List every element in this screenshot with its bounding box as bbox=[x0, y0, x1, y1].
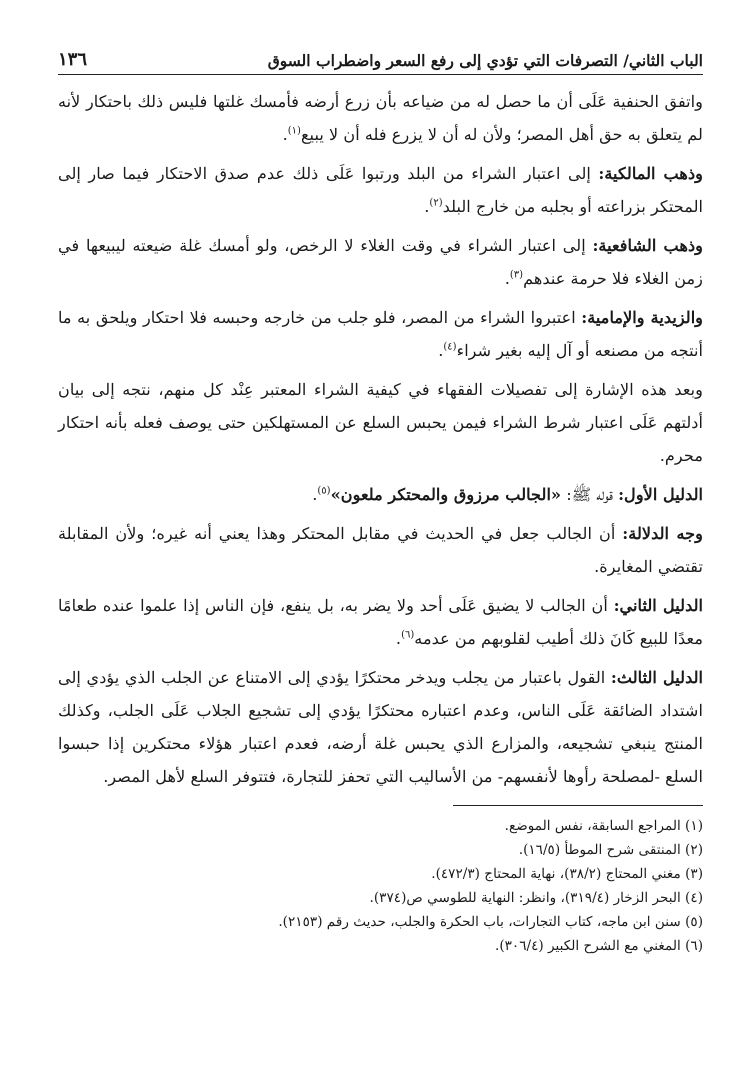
evidence-one: الدليل الأول: قوله ﷺ: «الجالب مرزوق والمحتكر ملعون»$^{(٥)}$. bbox=[312, 485, 703, 504]
footnote-ref: (٢) bbox=[429, 197, 443, 209]
footnote-ref: (٦) bbox=[401, 629, 415, 641]
paragraph-shafii: وذهب الشافعية: إلى اعتبار الشراء في وقت الغلاء لا الرخص، ولو أمسك غلة ضيعته ليبيعها في زمن الغلاء فلا حرمة عندهم$^{(٣)}$. bbox=[58, 236, 704, 288]
section-label: وذهب الشافعية: bbox=[592, 236, 704, 255]
page-number: ١٣٦ bbox=[58, 49, 88, 70]
footnotes bbox=[58, 814, 703, 958]
paragraph-maliki: وذهب المالكية: إلى اعتبار الشراء من البلد ورتبوا عَلَى ذلك عدم صدق الاحتكار فيما صار إلى المحتكر بزراعته أو بجلبه من خارج البلد$^{(٢)}$. bbox=[58, 164, 703, 216]
section-label: والزيدية والإمامية: bbox=[581, 308, 704, 327]
section-label: الدليل الثاني: bbox=[613, 596, 703, 615]
section-label: وجه الدلالة: bbox=[622, 524, 703, 543]
footnote-item: (٣) مغني المحتاج (٣٨/٢)، نهاية المحتاج (٤٧٢/٣). bbox=[431, 866, 703, 882]
main-text bbox=[58, 85, 703, 793]
paragraph-hanafi: واتفق الحنفية عَلَى أن ما حصل له من ضياعه بأن زرع أرضه فأمسك غلتها فليس ذلك باحتكار لأنه لم يتعلق به حق أهل المصر؛ ولأن له أن لا يزرع فله أن لا يبيع$^{(١)}$. bbox=[58, 92, 703, 144]
paragraph-transition: وبعد هذه الإشارة إلى تفصيلات الفقهاء في كيفية الشراء المعتبر عِنْد كل منهم، نتجه إلى بيان أدلتهم عَلَى اعتبار شرط الشراء فيمن يحبس السلع عن المستهلكين حتى يوصف فعله بأنه احتكار محرم. bbox=[58, 380, 703, 465]
evidence-three: الدليل الثالث: القول باعتبار من يجلب ويدخر محتكرًا يؤدي إلى الامتناع عن الجلب الذي يؤدي إلى اشتداد الضائقة عَلَى الناس، وعدم اعتباره محتكرًا يؤدي إلى تشجيع الجلاب عَلَى الجلب، وكذلك المنتج ينبغي تشجيعه، والمزارع الذي يحبس غلة أرضه، فعدم اعتبار هؤلاء محتكرين إذا حبسوا السلع -لمصلحة رأوها لأنفسهم- من الأساليب التي تحفز للتجارة، فتتوفر السلع لأهل المصر. bbox=[58, 668, 703, 786]
paragraph-zaydi: والزيدية والإمامية: اعتبروا الشراء من المصر، فلو جلب من خارجه وحبسه فلا احتكار ويلحق به ما أنتجه من مصنعه أو آل إليه بغير شراء$^{(٤)}$. bbox=[58, 308, 704, 360]
footnote-item: (٥) سنن ابن ماجه، كتاب التجارات، باب الحكرة والجلب، حديث رقم (٢١٥٣). bbox=[278, 914, 703, 930]
footnote-item: (٤) البحر الزخار (٣١٩/٤)، وانظر: النهاية للطوسي ص(٣٧٤). bbox=[369, 890, 703, 906]
footnote-item: (٦) المغني مع الشرح الكبير (٣٠٦/٤). bbox=[495, 938, 703, 954]
footnote-item: (١) المراجع السابقة، نفس الموضع. bbox=[504, 818, 703, 834]
section-label: وذهب المالكية: bbox=[598, 164, 703, 183]
footnote-separator bbox=[453, 805, 703, 806]
chapter-title: الباب الثاني/ التصرفات التي تؤدي إلى رفع السعر واضطراب السوق bbox=[267, 51, 703, 70]
footnote-ref: (٣) bbox=[509, 269, 524, 281]
hadith-quote: «الجالب مرزوق والمحتكر ملعون» bbox=[330, 485, 562, 504]
footnote-ref: (٥) bbox=[317, 485, 331, 497]
section-label: الدليل الثالث: bbox=[610, 668, 703, 687]
footnote-item: (٢) المنتقى شرح الموطأ (١٦/٥). bbox=[518, 842, 703, 858]
running-header bbox=[58, 40, 703, 70]
section-label: الدليل الأول: bbox=[618, 485, 703, 504]
paragraph-indication: وجه الدلالة: أن الجالب جعل في الحديث في مقابل المحتكر وهذا يعني أنه غيره؛ ولأن المقابلة تقتضي المغايرة. bbox=[58, 524, 703, 576]
evidence-two: الدليل الثاني: أن الجالب لا يضيق عَلَى أحد ولا يضر به، بل ينفع، فإن الناس إذا علموا عنده طعامًا معدًا للبيع كَانَ ذلك أطيب لقلوبهم من عدمه$^{(٦)}$. bbox=[58, 596, 703, 648]
header-rule bbox=[58, 74, 703, 75]
footnote-ref: (١) bbox=[287, 125, 301, 137]
footnote-ref: (٤) bbox=[443, 341, 457, 353]
book-page bbox=[58, 40, 703, 1070]
